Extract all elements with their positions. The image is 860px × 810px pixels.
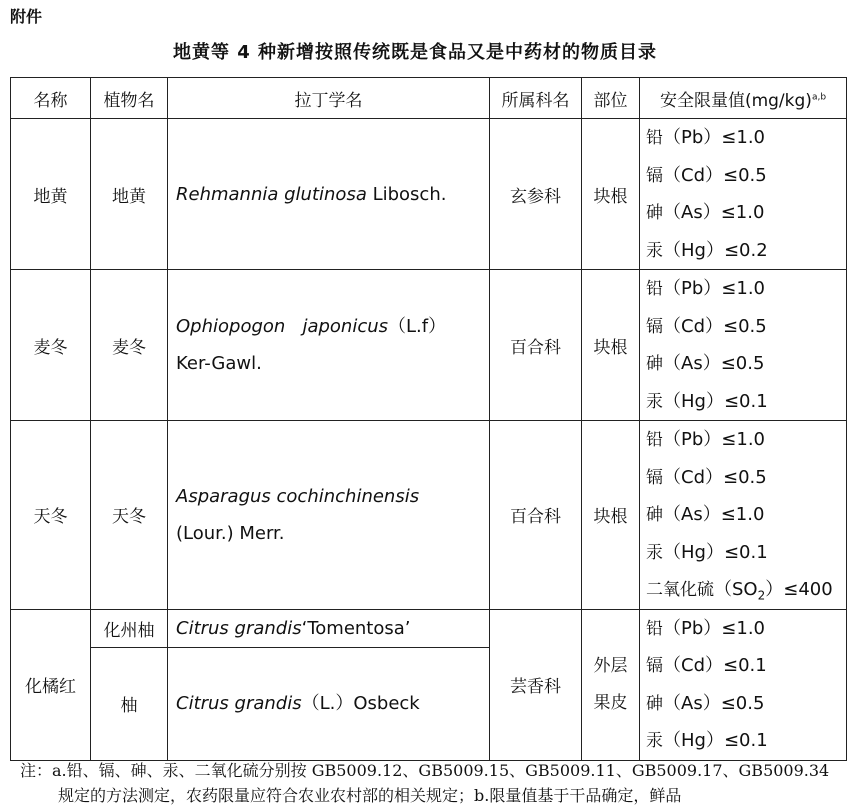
document-title: 地黄等 4 种新增按照传统既是食品又是中药材的物质目录 bbox=[172, 42, 658, 63]
footnote bbox=[20, 758, 829, 808]
header-family: 所属科名 bbox=[490, 78, 582, 119]
header-part: 部位 bbox=[582, 78, 640, 119]
header-plant: 植物名 bbox=[91, 78, 168, 119]
cell-limits bbox=[640, 609, 847, 760]
cell-limits bbox=[640, 270, 847, 421]
cell-name: 化橘红 bbox=[11, 609, 91, 760]
cell-family: 芸香科 bbox=[490, 609, 582, 760]
limit-item: 汞（Hg）≤0.2 bbox=[646, 239, 768, 261]
header-latin: 拉丁学名 bbox=[168, 78, 490, 119]
cell-plant: 柚 bbox=[91, 647, 168, 760]
cell-name: 地黄 bbox=[11, 119, 91, 270]
cell-latin: Citrus grandis‘Tomentosa’ bbox=[168, 609, 490, 647]
cell-plant: 天冬 bbox=[91, 421, 168, 610]
limit-item: 铅（Pb）≤1.0 bbox=[646, 429, 765, 450]
cell-plant: 地黄 bbox=[91, 119, 168, 270]
cell-plant: 麦冬 bbox=[91, 270, 168, 421]
cell-latin: Rehmannia glutinosa Libosch. bbox=[168, 119, 490, 270]
cell-part: 块根 bbox=[582, 421, 640, 610]
limit-item: 砷（As）≤1.0 bbox=[646, 202, 765, 223]
cell-family: 百合科 bbox=[490, 421, 582, 610]
cell-plant: 化州柚 bbox=[91, 609, 168, 647]
cell-family: 百合科 bbox=[490, 270, 582, 421]
limit-item: 汞（Hg）≤0.1 bbox=[646, 730, 768, 751]
limit-item: 镉（Cd）≤0.5 bbox=[646, 315, 767, 337]
footnote-line: 注：a.铅、镉、砷、汞、二氧化硫分别按 GB5009.12、GB5009.15、GB5009.11、GB5009.17、GB5009.34 bbox=[20, 761, 830, 780]
table-row bbox=[11, 609, 847, 647]
attachment-label: 附件 bbox=[10, 7, 43, 26]
limit-item: 铅（Pb）≤1.0 bbox=[646, 617, 765, 639]
cell-part: 块根 bbox=[582, 270, 640, 421]
cell-limits bbox=[640, 421, 847, 610]
table-row bbox=[11, 119, 847, 270]
table-row bbox=[11, 421, 847, 610]
cell-latin: Ophiopogon japonicus（L.f） Ker-Gawl. bbox=[168, 270, 490, 421]
cell-part: 块根 bbox=[582, 119, 640, 270]
footnote-line: 规定的方法测定，农药限量应符合农业农村部的相关规定；b.限量值基于干品确定，鲜品 bbox=[58, 786, 682, 805]
limit-item: 铅（Pb）≤1.0 bbox=[646, 127, 765, 148]
limit-item: 汞（Hg）≤0.1 bbox=[646, 541, 768, 563]
table-row bbox=[11, 270, 847, 421]
limit-item: 镉（Cd）≤0.1 bbox=[646, 655, 767, 676]
header-name: 名称 bbox=[11, 78, 91, 119]
header-limit: 安全限量值$(mg/kg)^{a,b}$ bbox=[640, 78, 847, 119]
limit-item: 砷（As）≤0.5 bbox=[646, 353, 765, 374]
cell-latin: Citrus grandis（L.）Osbeck bbox=[168, 647, 490, 760]
limit-item: 镉（Cd）≤0.5 bbox=[646, 164, 767, 186]
limit-item: 汞（Hg）≤0.1 bbox=[646, 390, 768, 412]
limit-item: 砷（As）≤0.5 bbox=[646, 692, 765, 714]
cell-name: 天冬 bbox=[11, 421, 91, 610]
cell-family: 玄参科 bbox=[490, 119, 582, 270]
cell-name: 麦冬 bbox=[11, 270, 91, 421]
table-header-row bbox=[11, 78, 847, 119]
limit-item: 铅（Pb）≤1.0 bbox=[646, 278, 765, 299]
limit-item: 二氧化硫$(SO_2)\le 400$ bbox=[646, 579, 833, 603]
cell-limits bbox=[640, 119, 847, 270]
limit-item: 砷（As）≤1.0 bbox=[646, 504, 765, 525]
cell-latin: Asparagus cochinchinensis (Lour.) Merr. bbox=[168, 421, 490, 610]
substance-table bbox=[10, 77, 847, 761]
limit-item: 镉（Cd）≤0.5 bbox=[646, 466, 767, 488]
cell-part: 外层 果皮 bbox=[582, 609, 640, 760]
